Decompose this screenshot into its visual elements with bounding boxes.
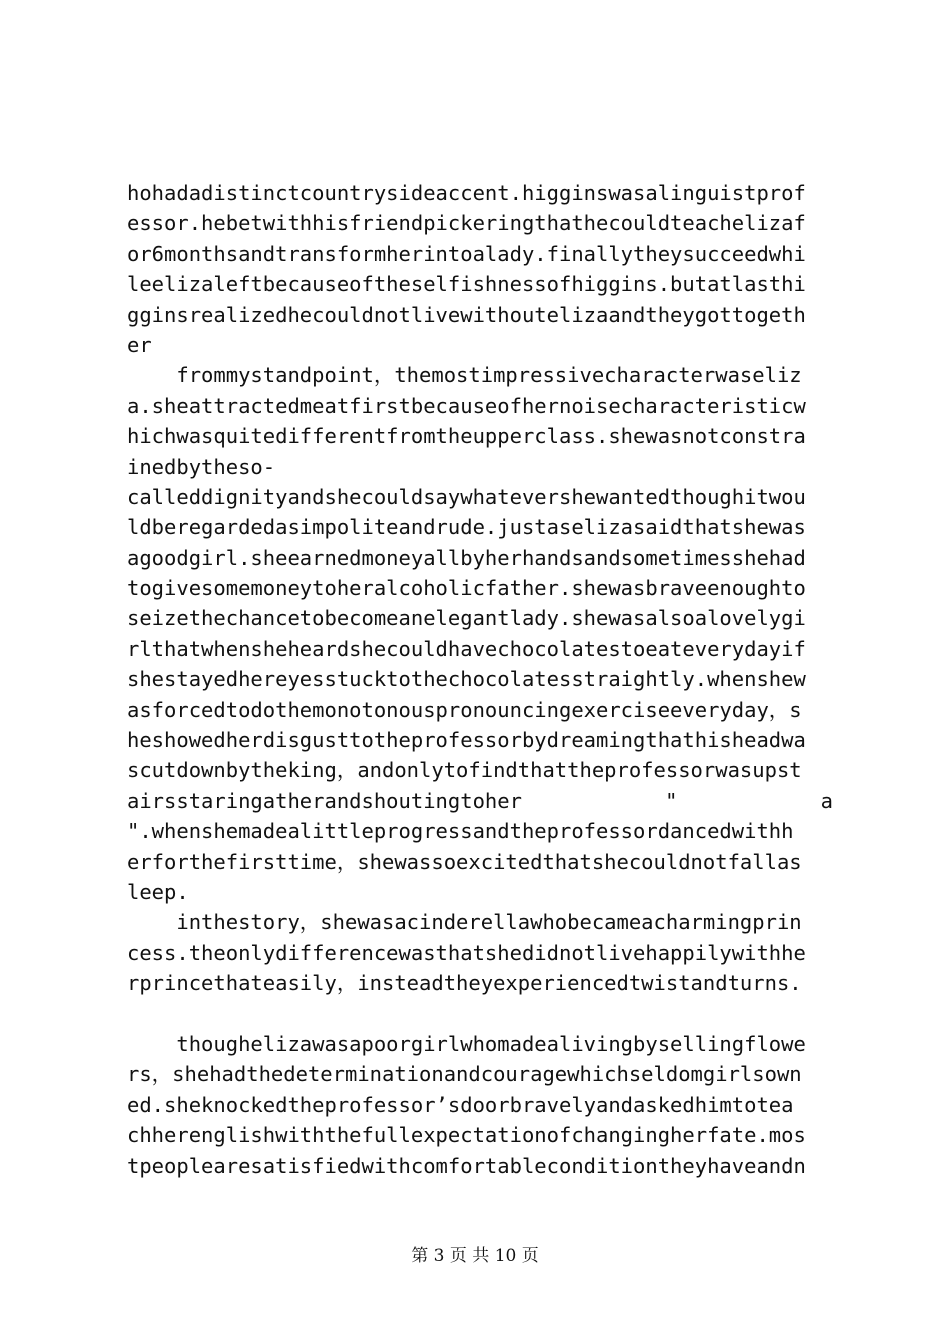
text-line: ldberegardedasimpoliteandrude.justaselizasaidthatshewas [127,515,806,540]
text-line: leep. [127,879,189,904]
text-line: inthestory，shewasacinderellawhobecameacharmingprin [127,910,802,935]
text-line: leelizaleftbecauseoftheselfishnessofhiggins.butatlasthi [127,272,806,297]
text-line: essor.hebetwithhisfriendpickeringthathecouldteachelizaf [127,211,806,236]
text-line: frommystandpoint，themostimpressivecharacterwaseliz [127,363,802,388]
text-line: seizethechancetobecomeanelegantlady.shewasalsoalovelygi [127,606,806,631]
text-line: cess.theonlydifferencewasthatshedidnotlivehappilywithhe [127,940,806,965]
text-line: agoodgirl.sheearnedmoneyallbyherhandsandsometimesshehad [127,545,806,570]
text-line: shestayedhereyesstucktothechocolatesstraightly.whenshew [127,667,806,692]
text-line: inedbytheso- [127,454,276,479]
text-line: gginsrealizedhecouldnotlivewithoutelizaandtheygottogeth [127,302,806,327]
text-line: or6monthsandtransformherintoalady.finallytheysucceedwhi [127,241,806,266]
body-text [127,178,833,1181]
text-line: scutdownbytheking，andonlytofindthattheprofessorwasupst [127,758,802,783]
text-line: ed.sheknockedtheprofessor’sdoorbravelyandaskedhimtotea [127,1092,794,1117]
page-footer: 第 3 页 共 10 页 [411,1246,539,1266]
text-line: togivesomemoneytoheralcoholicfather.shewasbraveenoughto [127,576,806,601]
text-line: hichwasquitedifferentfromtheupperclass.shewasnotconstra [127,424,806,449]
text-line: erforthefirsttime，shewassoexcitedthatshecouldnotfallas [127,849,802,874]
text-line: airsstaringatherandshoutingtoher " a [127,788,833,813]
text-line: ".whenshemadealittleprogressandtheprofessordancedwithh [127,819,794,844]
text-line: calleddignityandshecouldsaywhatevershewantedthoughitwou [127,484,806,509]
text-line: rs，shehadthedeterminationandcouragewhichseldomgirlsown [127,1062,802,1087]
text-line: a.sheattractedmeatfirstbecauseofhernoisecharacteristicw [127,393,806,418]
text-line: asforcedtodothemonotonouspronouncingexerciseeveryday，s [127,697,802,722]
text-line: tpeoplearesatisfiedwithcomfortableconditiontheyhaveandn [127,1153,806,1178]
text-line: rprincethateasily，insteadtheyexperiencedtwistandturns. [127,971,802,996]
text-line: rlthatwhensheheardshecouldhavechocolatestoeateverydayif [127,636,806,661]
text-line: er [127,332,152,357]
text-line: heshowedherdisgusttotheprofessorbydreamingthathisheadwa [127,728,806,753]
text-line: hohadadistinctcountrysideaccent.higginswasalinguistprof [127,181,806,205]
text-line: chherenglishwiththefullexpectationofchangingherfate.mos [127,1123,806,1148]
text-line [127,999,833,1029]
text-line: thoughelizawasapoorgirlwhomadealivingbysellingflowe [127,1031,806,1056]
